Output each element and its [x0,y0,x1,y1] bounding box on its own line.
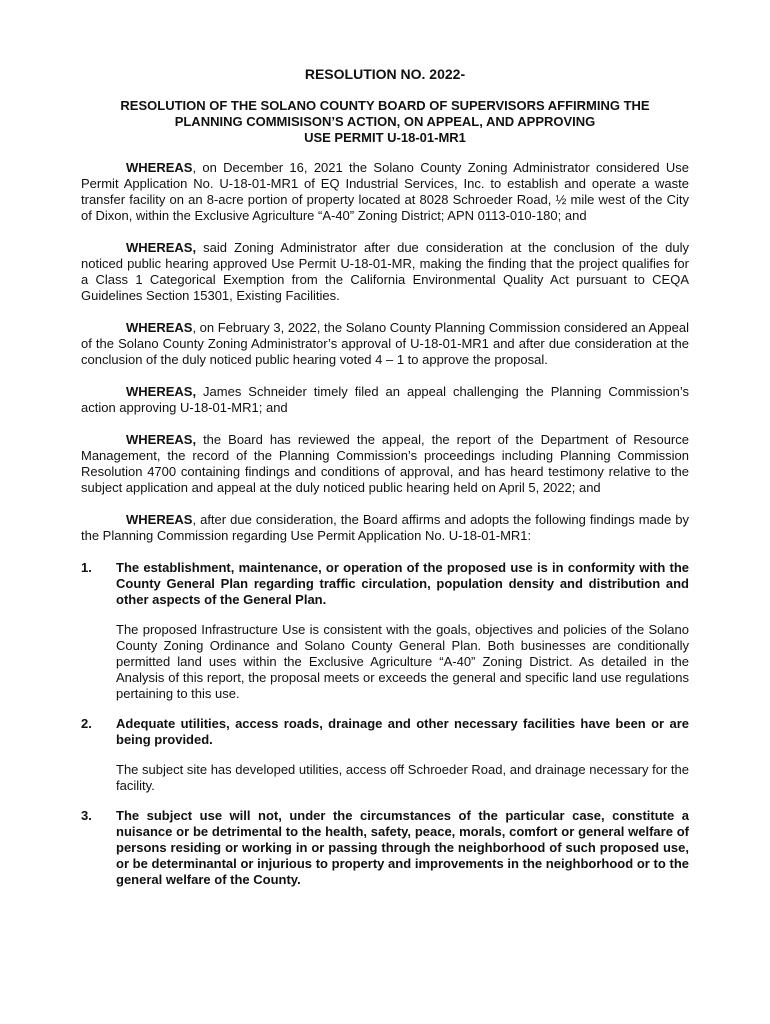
resolution-title: RESOLUTION NO. 2022- [304,66,466,82]
finding-number: 2. [81,716,92,731]
whereas-clause [81,320,689,368]
whereas-lead: WHEREAS, [126,240,197,255]
whereas-text: , on February 3, 2022, the Solano County Planning Commission considered an Appeal of the Solano County Zoning Administrator’s approval of U-18-01-MR1 and after due consideration at the conclusion of the duly noticed public hearing voted 4 – 1 to approve the proposal. [81,320,689,367]
resolution-subtitle [81,98,689,146]
whereas-lead: WHEREAS, [126,432,197,447]
whereas-clause [81,384,689,416]
whereas-text: James Schneider timely filed an appeal challenging the Planning Commission’s action approving U-18-01-MR1; and [81,384,689,415]
finding-item [81,808,689,888]
whereas-lead: WHEREAS, [126,384,197,399]
finding-item [81,716,689,794]
whereas-text: the Board has reviewed the appeal, the report of the Department of Resource Management, the record of the Planning Commission’s proceedings including Planning Commission Resolution 4700 containing findings and conditions of approval, and has heard testimony relative to the subject application and appeal at the duly noticed public hearing held on April 5, 2022; and [81,432,689,495]
whereas-lead: WHEREAS [126,320,193,335]
whereas-lead: WHEREAS [126,160,193,175]
finding-number: 1. [81,560,92,575]
subtitle-line: PLANNING COMMISISON’S ACTION, ON APPEAL, AND APPROVING [174,114,596,129]
whereas-text: said Zoning Administrator after due consideration at the conclusion of the duly noticed public hearing approved Use Permit U-18-01-MR, making the finding that the project qualifies for a Class 1 Categorical Exemption from the California Environmental Quality Act pursuant to CEQA Guidelines Section 15301, Existing Facilities. [81,240,689,303]
whereas-clause [81,160,689,224]
whereas-text: , on December 16, 2021 the Solano County Zoning Administrator considered Use Permit Application No. U-18-01-MR1 of EQ Industrial Services, Inc. to establish and operate a waste transfer facility on an 8-acre portion of property located at 8028 Schroeder Road, ½ mile west of the City of Dixon, within the Exclusive Agriculture “A-40” Zoning District; APN 0113-010-180; and [81,160,689,223]
whereas-lead: WHEREAS [126,512,193,527]
finding-body: The subject site has developed utilities, access off Schroeder Road, and drainage necessary for the facility. [116,762,689,793]
whereas-clause [81,432,689,496]
whereas-clause [81,240,689,304]
finding-heading: Adequate utilities, access roads, drainage and other necessary facilities have been or are being provided. [116,716,689,747]
resolution-page [81,66,689,902]
finding-item [81,560,689,702]
finding-heading: The subject use will not, under the circumstances of the particular case, constitute a nuisance or be detrimental to the health, safety, peace, morals, comfort or general welfare of persons residing or working in or passing through the neighborhood of such proposed use, or be determinantal or injurious to property and improvements in the neighborhood or to the general welfare of the County. [116,808,689,887]
finding-body: The proposed Infrastructure Use is consistent with the goals, objectives and policies of the Solano County Zoning Ordinance and Solano County General Plan. Both businesses are conditionally permitted land uses within the Exclusive Agriculture “A-40” Zoning District. As detailed in the Analysis of this report, the proposal meets or exceeds the general and specific land use regulations pertaining to this use. [116,622,689,701]
whereas-text: , after due consideration, the Board affirms and adopts the following findings made by the Planning Commission regarding Use Permit Application No. U-18-01-MR1: [81,512,689,543]
finding-number: 3. [81,808,92,823]
subtitle-line: RESOLUTION OF THE SOLANO COUNTY BOARD OF SUPERVISORS AFFIRMING THE [120,98,650,113]
finding-heading: The establishment, maintenance, or operation of the proposed use is in conformity with the County General Plan regarding traffic circulation, population density and distribution and other aspects of the General Plan. [116,560,689,607]
whereas-clause [81,512,689,544]
subtitle-line: USE PERMIT U-18-01-MR1 [304,130,466,145]
